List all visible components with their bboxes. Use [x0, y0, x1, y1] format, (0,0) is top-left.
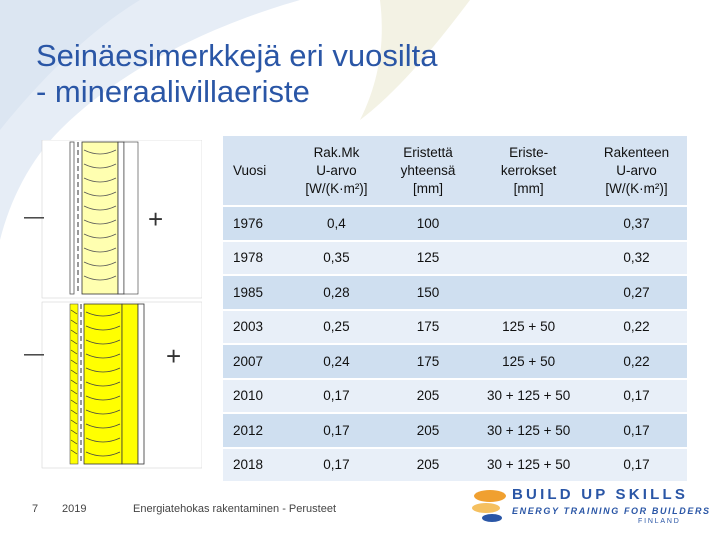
- cell-regulation-u-value: 0,28: [288, 276, 385, 311]
- cell-total-insulation: 175: [385, 345, 471, 380]
- title-line-1: Seinäesimerkkejä eri vuosilta: [36, 38, 438, 73]
- cell-year: 1976: [223, 207, 288, 242]
- build-up-skills-logo: [470, 478, 711, 530]
- table-row: [223, 242, 687, 277]
- cell-structure-u-value: 0,22: [586, 311, 687, 346]
- upper-wall-section: [42, 140, 202, 298]
- cell-structure-u-value: 0,37: [586, 207, 687, 242]
- header-structure-u-value: Rakenteen U-arvo [W/(K·m²)]: [586, 136, 687, 207]
- title-line-2: - mineraalivillaeriste: [36, 74, 310, 109]
- cell-year: 2010: [223, 380, 288, 415]
- cell-structure-u-value: 0,27: [586, 276, 687, 311]
- cell-year: 2003: [223, 311, 288, 346]
- cell-insulation-layers: [471, 276, 586, 311]
- u-value-table: [223, 136, 687, 483]
- cell-insulation-layers: 125 + 50: [471, 345, 586, 380]
- upper-plus-sign: +: [148, 204, 164, 234]
- table-row: [223, 207, 687, 242]
- header-total-insulation: Eristettä yhteensä [mm]: [385, 136, 471, 207]
- header-regulation-u-value: Rak.Mk U-arvo [W/(K·m²)]: [288, 136, 385, 207]
- cell-insulation-layers: 30 + 125 + 50: [471, 380, 586, 415]
- upper-minus-sign: —: [24, 206, 44, 228]
- cell-year: 1978: [223, 242, 288, 277]
- logo-name: BUILD UP SKILLS: [512, 486, 689, 503]
- lower-wall-section: [42, 302, 202, 468]
- cell-total-insulation: 100: [385, 207, 471, 242]
- slide-title: [36, 38, 676, 110]
- logo-tagline: ENERGY TRAINING FOR BUILDERS: [512, 506, 711, 516]
- cell-insulation-layers: 30 + 125 + 50: [471, 414, 586, 449]
- table-row: [223, 414, 687, 449]
- cell-total-insulation: 205: [385, 380, 471, 415]
- cell-year: 1985: [223, 276, 288, 311]
- logo-country: FINLAND: [638, 518, 681, 525]
- table-row: [223, 311, 687, 346]
- footer-year: 2019: [62, 503, 87, 515]
- cell-total-insulation: 175: [385, 311, 471, 346]
- cell-insulation-layers: [471, 242, 586, 277]
- table-header-row: [223, 136, 687, 207]
- cell-insulation-layers: [471, 207, 586, 242]
- logo-swoosh-icon: [470, 482, 514, 526]
- cell-insulation-layers: 125 + 50: [471, 311, 586, 346]
- lower-minus-sign: —: [24, 343, 44, 365]
- header-insulation-layers: Eriste- kerrokset [mm]: [471, 136, 586, 207]
- lower-plus-sign: +: [166, 341, 182, 371]
- cell-regulation-u-value: 0,24: [288, 345, 385, 380]
- table-row: [223, 380, 687, 415]
- wall-cross-section-diagram: [20, 140, 202, 470]
- cell-total-insulation: 205: [385, 414, 471, 449]
- cell-year: 2012: [223, 414, 288, 449]
- cell-regulation-u-value: 0,17: [288, 380, 385, 415]
- cell-regulation-u-value: 0,25: [288, 311, 385, 346]
- cell-structure-u-value: 0,17: [586, 380, 687, 415]
- cell-total-insulation: 205: [385, 449, 471, 484]
- cell-regulation-u-value: 0,4: [288, 207, 385, 242]
- cell-structure-u-value: 0,22: [586, 345, 687, 380]
- table-row: [223, 345, 687, 380]
- cell-structure-u-value: 0,17: [586, 449, 687, 484]
- table-body: [223, 207, 687, 483]
- cell-total-insulation: 125: [385, 242, 471, 277]
- cell-regulation-u-value: 0,35: [288, 242, 385, 277]
- cell-regulation-u-value: 0,17: [288, 414, 385, 449]
- cell-structure-u-value: 0,32: [586, 242, 687, 277]
- page-number: 7: [32, 503, 39, 515]
- cell-total-insulation: 150: [385, 276, 471, 311]
- header-year: Vuosi: [223, 136, 288, 207]
- cell-year: 2007: [223, 345, 288, 380]
- cell-year: 2018: [223, 449, 288, 484]
- table-row: [223, 276, 687, 311]
- cell-structure-u-value: 0,17: [586, 414, 687, 449]
- footer-text: Energiatehokas rakentaminen - Perusteet: [133, 503, 337, 515]
- cell-insulation-layers: 30 + 125 + 50: [471, 449, 586, 484]
- cell-regulation-u-value: 0,17: [288, 449, 385, 484]
